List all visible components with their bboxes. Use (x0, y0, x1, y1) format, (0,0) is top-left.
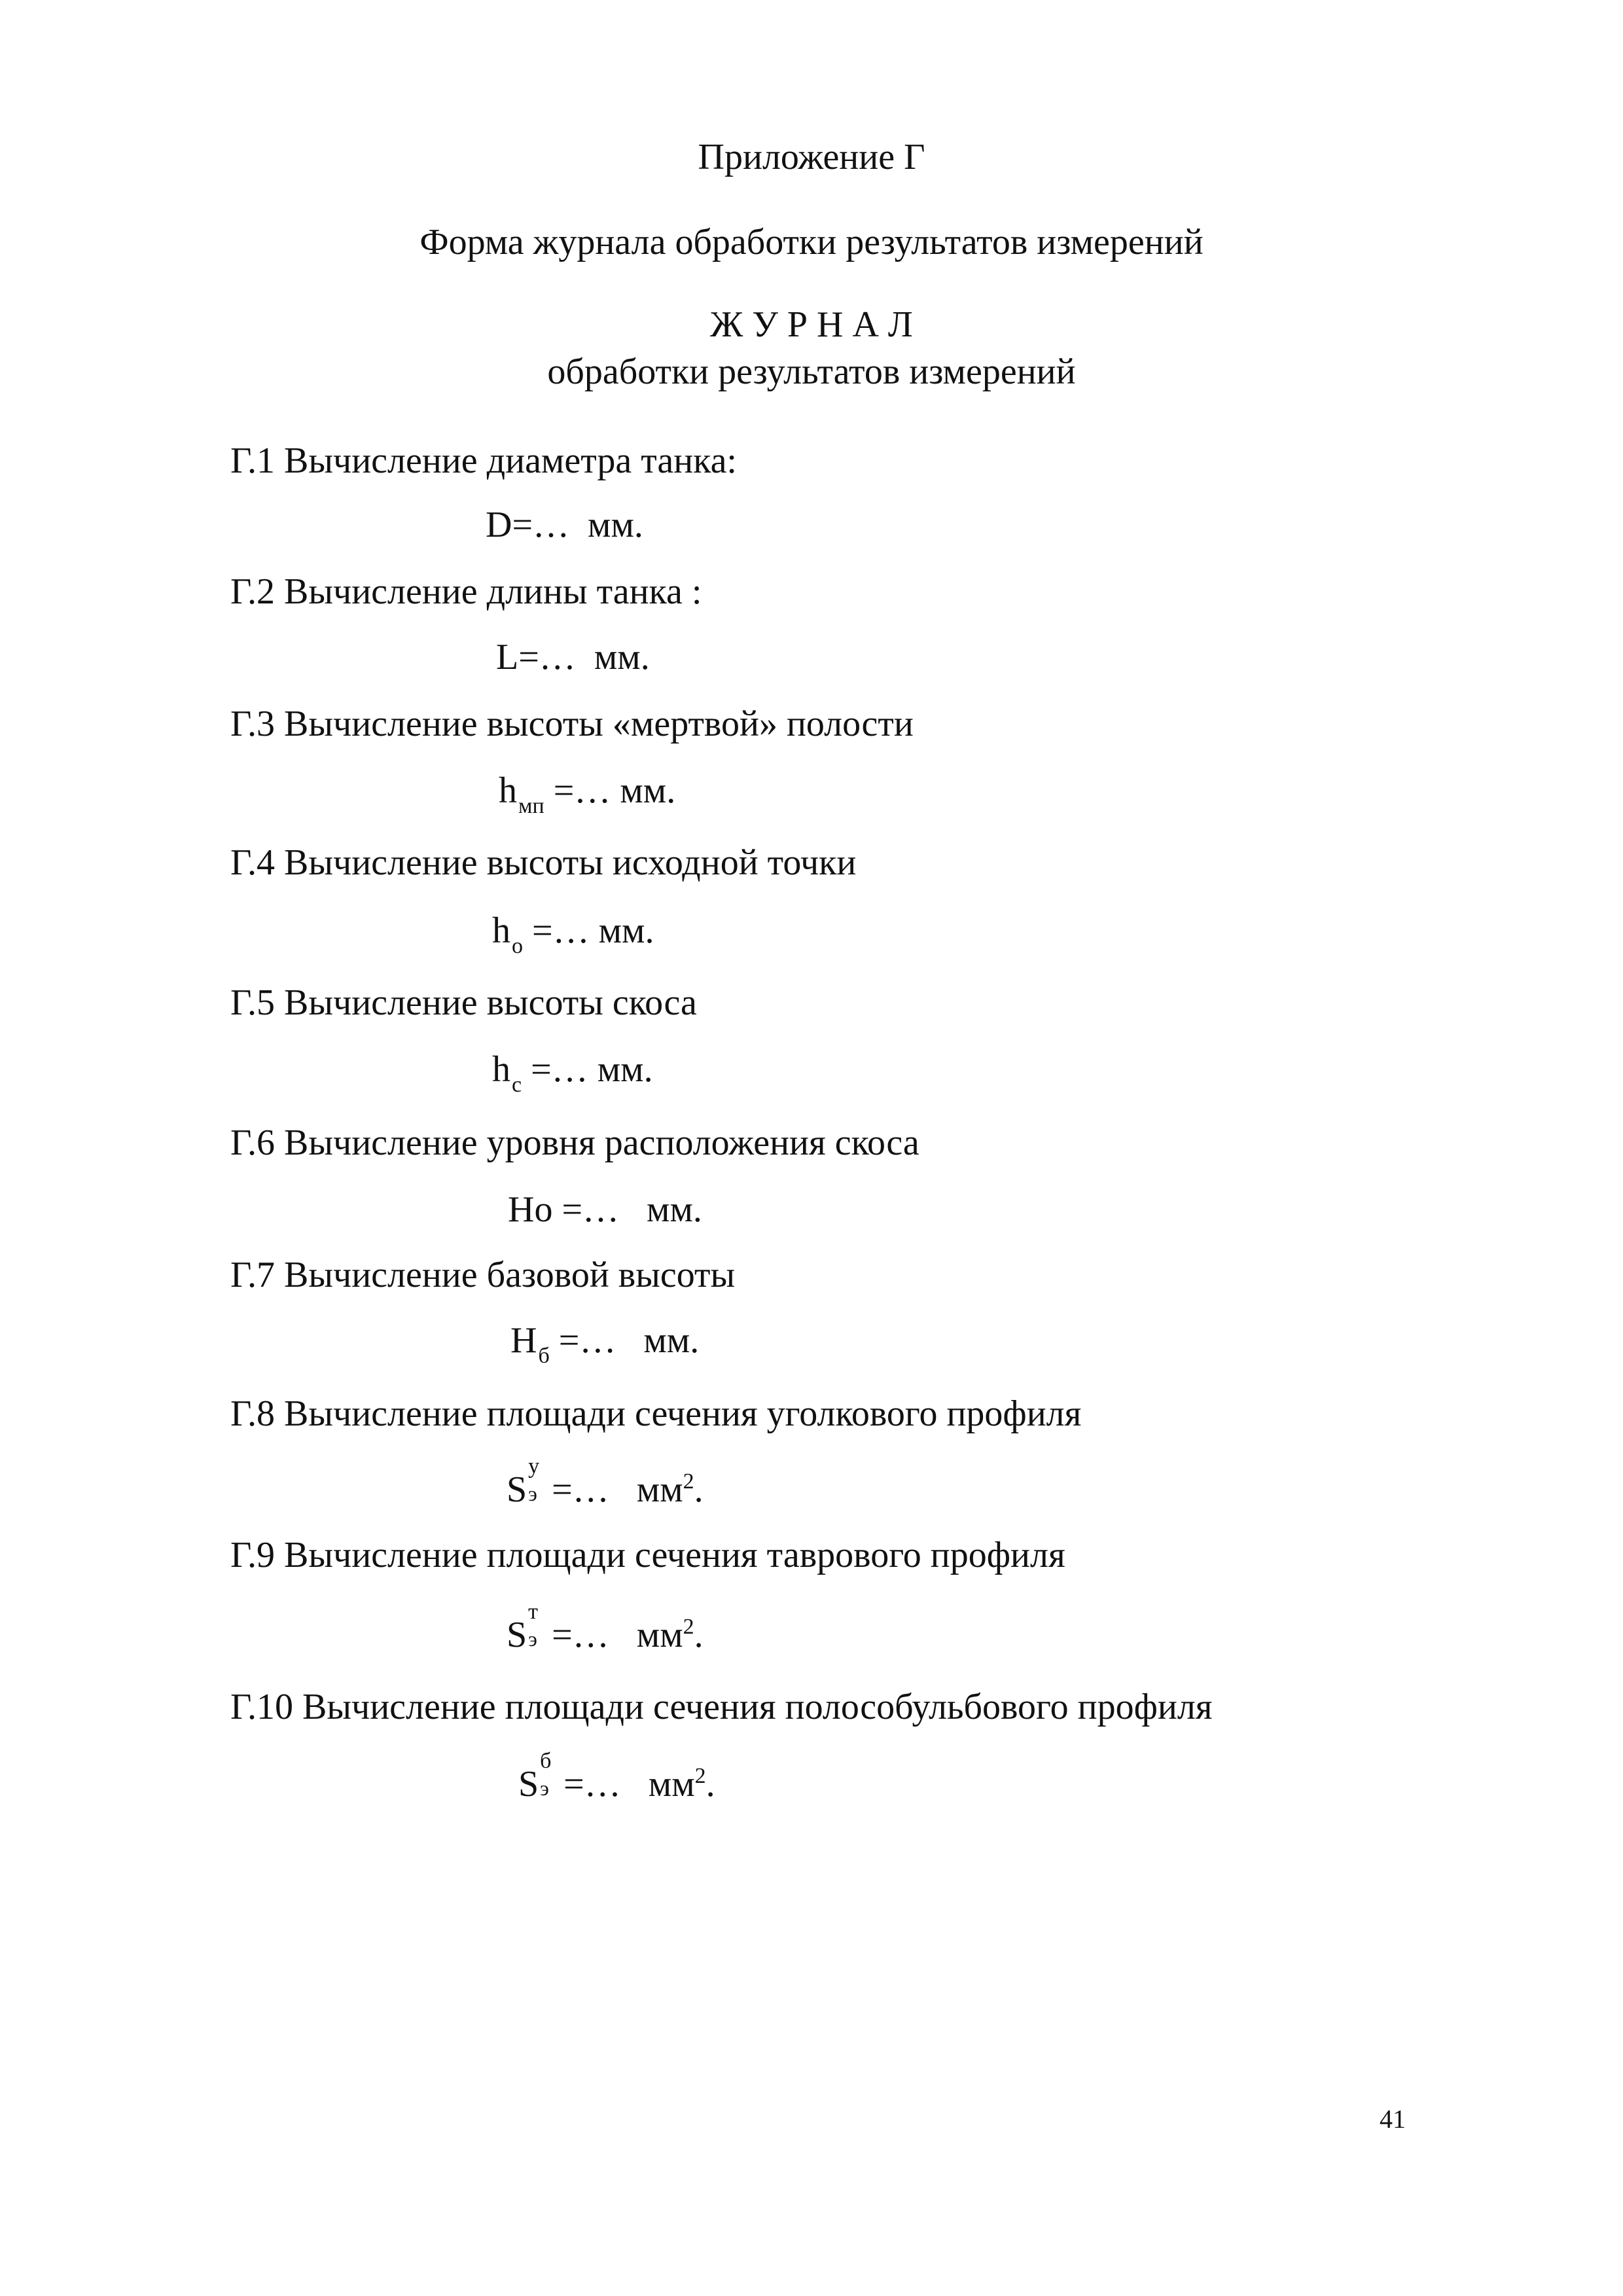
formula-equals: =… (552, 1615, 609, 1655)
appendix-title: Приложение Г (698, 137, 925, 177)
formula-unit-exponent: 2 (694, 1764, 706, 1788)
section-title-5: Г.5 Вычисление высоты скоса (230, 982, 697, 1023)
formula-symbol: L (496, 637, 519, 677)
formula-symbol: S (507, 1615, 527, 1655)
formula-1 (486, 507, 643, 543)
formula-unit: мм (598, 910, 645, 951)
journal-heading: Ж У Р Н А Л (710, 304, 913, 345)
formula-2 (496, 639, 650, 675)
formula-9 (507, 1600, 704, 1655)
formula-equals: =… (512, 505, 570, 545)
formula-unit: мм (620, 770, 667, 811)
formula-end: . (690, 1320, 700, 1361)
form-title: Форма журнала обработки результатов измерений (419, 222, 1204, 262)
section-title-9: Г.9 Вычисление площади сечения таврового профиля (230, 1535, 1065, 1575)
formula-end: . (640, 637, 650, 677)
section-title-7: Г.7 Вычисление базовой высоты (230, 1255, 736, 1295)
formula-equals: =… (532, 910, 590, 951)
formula-equals: =… (558, 1320, 616, 1361)
section-title-10: Г.10 Вычисление площади сечения полособульбового профиля (230, 1687, 1213, 1727)
formula-end: . (692, 1189, 702, 1230)
formula-symbol: h (499, 770, 517, 811)
section-title-8: Г.8 Вычисление площади сечения уголкового профиля (230, 1393, 1082, 1434)
formula-subscript: б (538, 1344, 550, 1368)
formula-3 (499, 770, 676, 818)
section-title-6: Г.6 Вычисление уровня расположения скоса (230, 1122, 919, 1163)
formula-equals: =… (562, 1189, 620, 1230)
formula-end: . (694, 1469, 704, 1510)
page-number: 41 (1380, 2104, 1406, 2134)
formula-symbol: Hо (508, 1189, 553, 1230)
formula-index-stack (527, 1600, 543, 1651)
section-title-2: Г.2 Вычисление длины танка : (230, 571, 702, 612)
formula-unit: мм (636, 1469, 683, 1510)
formula-equals: =… (531, 1049, 588, 1090)
formula-end: . (705, 1764, 715, 1804)
formula-5 (492, 1049, 653, 1097)
formula-symbol: S (518, 1764, 539, 1804)
formula-superscript: б (540, 1749, 552, 1773)
formula-6 (508, 1191, 702, 1228)
formula-unit: мм (643, 1320, 690, 1361)
formula-4 (492, 910, 654, 958)
formula-symbol: S (507, 1469, 527, 1510)
formula-subscript: э (528, 1627, 537, 1651)
formula-equals: =… (552, 1469, 609, 1510)
formula-subscript: э (528, 1482, 537, 1505)
formula-unit: мм (636, 1615, 683, 1655)
formula-symbol: D (486, 505, 512, 545)
formula-unit: мм (647, 1189, 693, 1230)
formula-superscript: у (528, 1454, 540, 1479)
formula-unit-exponent: 2 (683, 1469, 694, 1494)
journal-subheading: обработки результатов измерений (547, 351, 1076, 392)
formula-end: . (666, 770, 676, 811)
section-title-3: Г.3 Вычисление высоты «мертвой» полости (230, 704, 914, 744)
formula-equals: =… (518, 637, 576, 677)
formula-unit-exponent: 2 (683, 1615, 694, 1639)
formula-subscript: с (512, 1073, 522, 1097)
formula-subscript: о (512, 934, 523, 958)
formula-unit: мм (594, 637, 641, 677)
formula-unit: мм (597, 1049, 644, 1090)
formula-subscript: э (540, 1776, 549, 1800)
formula-7 (510, 1320, 700, 1368)
formula-end: . (694, 1615, 704, 1655)
formula-symbol: h (492, 1049, 510, 1090)
formula-10 (518, 1749, 715, 1804)
formula-index-stack (527, 1454, 543, 1505)
formula-superscript: т (528, 1600, 539, 1624)
formula-symbol: h (492, 910, 510, 951)
formula-8 (507, 1454, 704, 1510)
formula-end: . (643, 1049, 653, 1090)
formula-symbol: H (510, 1320, 537, 1361)
formula-end: . (633, 505, 643, 545)
formula-index-stack (539, 1749, 554, 1800)
formula-end: . (645, 910, 654, 951)
formula-unit: мм (588, 505, 634, 545)
formula-equals: =… (563, 1764, 621, 1804)
formula-equals: =… (553, 770, 611, 811)
formula-unit: мм (648, 1764, 695, 1804)
section-title-1: Г.1 Вычисление диаметра танка: (230, 440, 737, 481)
section-title-4: Г.4 Вычисление высоты исходной точки (230, 842, 857, 883)
formula-subscript: мп (518, 794, 544, 818)
